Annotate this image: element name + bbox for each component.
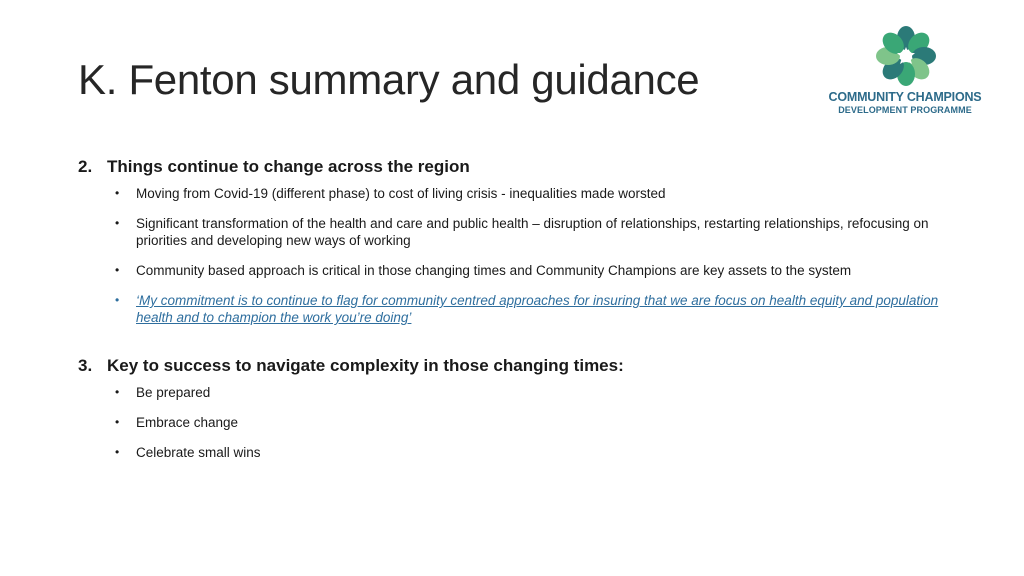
bullet-text: Celebrate small wins [136,445,261,460]
list-item [115,384,958,401]
community-champions-logo [822,26,992,122]
section-heading [78,157,958,177]
list-item [115,215,958,249]
commitment-quote-link[interactable]: ‘My commitment is to continue to flag for community centred approaches for insuring that we are focus on health equity and population health and to champion the work you’re doing’ [136,293,939,325]
bullet-list [78,384,958,461]
bullet-text: Community based approach is critical in those changing times and Community Champions are key assets to the system [136,263,852,278]
bullet-text: Embrace change [136,415,239,430]
section-number: 3. [78,356,93,375]
section-success-keys [78,356,958,461]
bullet-icon: • [115,186,120,200]
slide-title: K. Fenton summary and guidance [78,56,700,103]
bullet-text: Significant transformation of the health and care and public health – disruption of relationships, restarting relationships, refocusing on priorities and developing new ways of working [136,216,929,248]
bullet-icon: • [115,293,120,307]
flower-logo-icon [876,26,936,86]
bullet-icon: • [115,263,120,277]
bullet-list [78,185,958,326]
bullet-text: Be prepared [136,385,211,400]
section-number: 2. [78,157,93,176]
logo-subtitle: DEVELOPMENT PROGRAMME [838,105,972,115]
bullet-text: Moving from Covid-19 (different phase) to cost of living crisis - inequalities made worsted [136,186,666,201]
slide-content [78,157,958,474]
list-item [115,414,958,431]
list-item [115,444,958,461]
section-heading [78,356,958,376]
logo-title: COMMUNITY CHAMPIONS [828,90,982,104]
section-title: Things continue to change across the region [107,157,470,176]
section-changes [78,157,958,326]
commitment-quote-item[interactable] [115,292,958,326]
bullet-icon: • [115,385,120,399]
bullet-icon: • [115,445,120,459]
list-item [115,185,958,202]
section-title: Key to success to navigate complexity in those changing times: [107,356,624,375]
list-item [115,262,958,279]
bullet-icon: • [115,216,120,230]
bullet-icon: • [115,415,120,429]
